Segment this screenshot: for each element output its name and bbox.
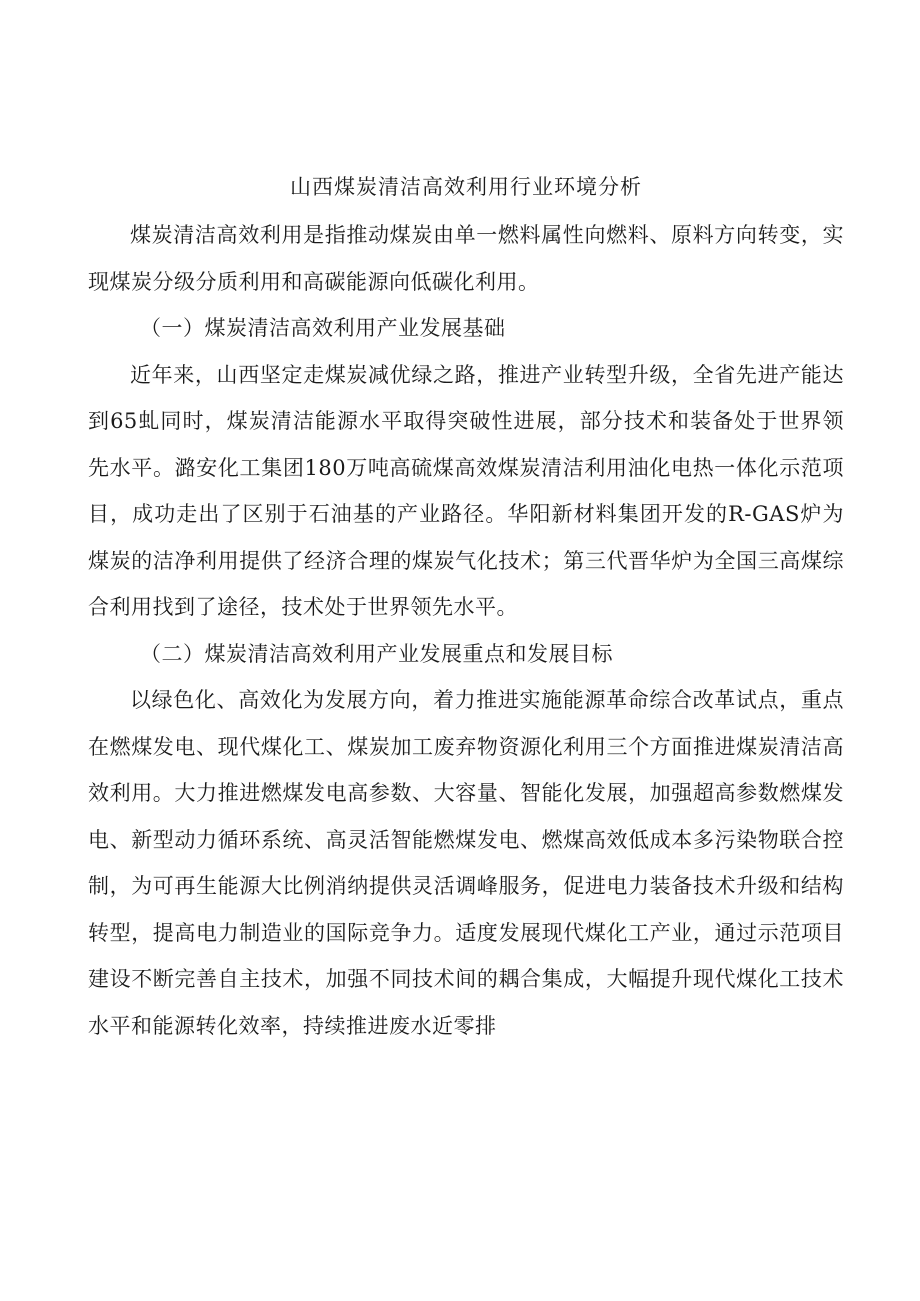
document-title: 山西煤炭清洁高效利用行业环境分析 [290, 175, 642, 199]
section2-paragraph: 以绿色化、高效化为发展方向，着力推进实施能源革命综合改革试点，重点在燃煤发电、现代煤化工、煤炭加工废弃物资源化利用三个方面推进煤炭清洁高效利用。大力推进燃煤发电高参数、大容量、智能化发展，加强超高参数燃煤发电、新型动力循环系统、高灵活智能燃煤发电、燃煤高效低成本多污染物联合控制，为可再生能源大比例消纳提供灵活调峰服务，促进电力装备技术升级和结构转型，提高电力制造业的国际竞争力。适度发展现代煤化工产业，通过示范项目建设不断完善自主技术，加强不同技术间的耦合集成，大幅提升现代煤化工技术水平和能源转化效率，持续推进废水近零排 [88, 688, 844, 1038]
section1-paragraph: 近年来，山西坚定走煤炭减优绿之路，推进产业转型升级，全省先进产能达到65虬同时，煤炭清洁能源水平取得突破性进展，部分技术和装备处于世界领先水平。潞安化工集团180万吨高硫煤高效煤炭清洁利用油化电热一体化示范项目，成功走出了区别于石油基的产业路径。华阳新材料集团开发的R-GAS炉为煤炭的洁净利用提供了经济合理的煤炭气化技术；第三代晋华炉为全国三高煤综合利用找到了途径，技术处于世界领先水平。 [88, 362, 844, 619]
intro-paragraph: 煤炭清洁高效利用是指推动煤炭由单一燃料属性向燃料、原料方向转变，实现煤炭分级分质利用和高碳能源向低碳化利用。 [88, 223, 844, 294]
document-page [88, 164, 844, 1049]
section1-heading: （一）煤炭清洁高效利用产业发展基础 [140, 316, 506, 340]
section2-heading: （二）煤炭清洁高效利用产业发展重点和发展目标 [140, 641, 613, 666]
